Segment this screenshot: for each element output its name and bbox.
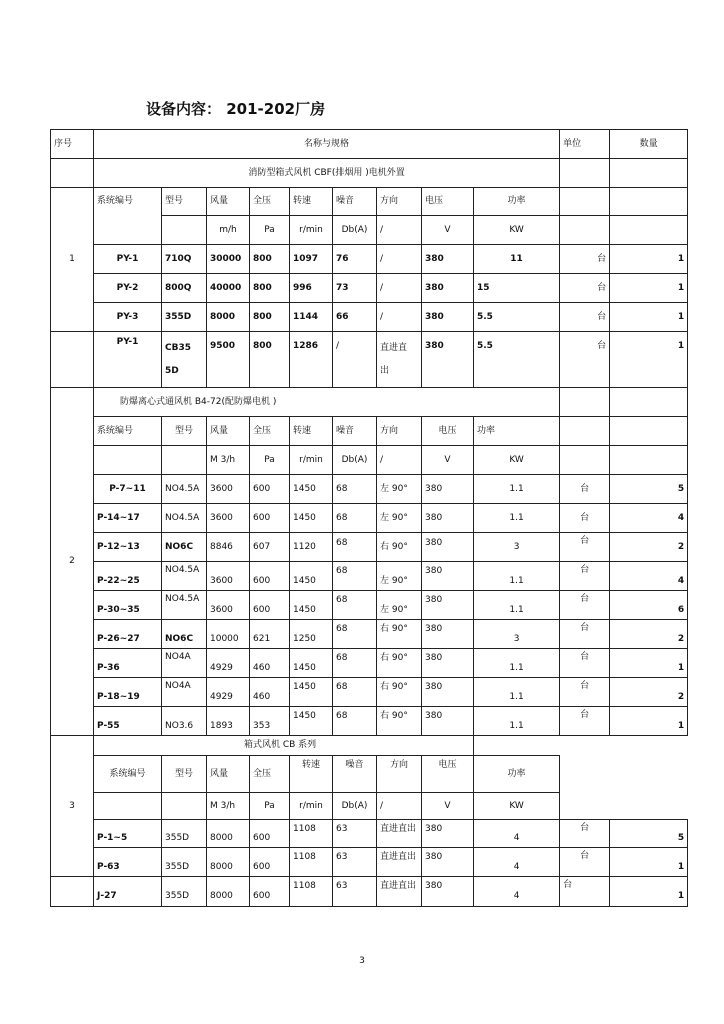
row-speed: 1286 — [290, 332, 333, 388]
row-air: 3600 — [207, 562, 250, 591]
row-direction: 右 90° — [377, 533, 422, 562]
row-code: PY-3 — [94, 303, 162, 332]
col-label: 系统编号 — [97, 196, 134, 207]
section-2-column-row — [51, 417, 688, 446]
table-row — [51, 274, 688, 303]
row-model: NO4.5A — [162, 562, 207, 591]
table-row — [51, 504, 688, 533]
section-2-title: 防爆离心式通风机 B4-72(配防爆电机 ) — [94, 388, 560, 417]
row-power: 3 — [474, 533, 560, 562]
table-row — [51, 591, 688, 620]
row-pressure: 600 — [250, 820, 290, 848]
col-label: 电压 — [422, 188, 474, 216]
row-power: 4 — [474, 820, 560, 848]
row-code: P-63 — [94, 848, 162, 877]
row-air: 8846 — [207, 533, 250, 562]
row-voltage: 380 — [422, 475, 474, 504]
unit-label: KW — [474, 793, 560, 820]
section-3-units-row — [51, 793, 688, 820]
table-row — [51, 848, 688, 877]
row-code: PY-2 — [94, 274, 162, 303]
row-model: NO4.5A — [162, 475, 207, 504]
row-unit: 台 — [560, 877, 610, 907]
row-power: 1.1 — [474, 562, 560, 591]
row-qty: 1 — [610, 877, 688, 907]
table-row — [51, 678, 688, 707]
row-unit: 台 — [560, 620, 610, 649]
unit-label: / — [377, 216, 422, 245]
row-noise: 73 — [333, 274, 377, 303]
row-power: 5.5 — [474, 303, 560, 332]
row-direction: 左 90° — [377, 504, 422, 533]
col-label: 电压 — [422, 417, 474, 446]
table-row — [51, 332, 688, 388]
row-voltage: 380 — [422, 620, 474, 649]
row-voltage: 380 — [422, 678, 474, 707]
col-label: 方向 — [377, 188, 422, 216]
unit-label: Db(A) — [333, 793, 377, 820]
row-noise: 66 — [333, 303, 377, 332]
row-direction: 右 90° — [377, 620, 422, 649]
section-1-column-row — [51, 188, 688, 216]
row-direction: 直进直 出 — [377, 332, 422, 388]
row-power: 4 — [474, 848, 560, 877]
row-model: 355D — [162, 820, 207, 848]
unit-label: / — [377, 446, 422, 475]
row-pressure: 600 — [250, 848, 290, 877]
row-speed: 1450 — [290, 591, 333, 620]
col-label: 型号 — [162, 417, 207, 446]
row-model: 355D — [162, 303, 207, 332]
section-1-title: 消防型箱式风机 CBF(排烟用 )电机外置 — [94, 159, 560, 188]
table-row — [51, 707, 688, 736]
row-model: NO3.6 — [162, 707, 207, 736]
table-row — [51, 649, 688, 678]
row-code: P-1~5 — [94, 820, 162, 848]
row-pressure: 800 — [250, 245, 290, 274]
section-3-title-row — [51, 736, 688, 756]
row-pressure: 800 — [250, 274, 290, 303]
row-model: NO6C — [162, 533, 207, 562]
row-power: 15 — [474, 274, 560, 303]
row-voltage: 380 — [422, 303, 474, 332]
header-name: 名称与规格 — [94, 130, 560, 159]
row-code: P-12~13 — [94, 533, 162, 562]
col-label: 型号 — [162, 188, 207, 216]
row-direction: 右 90° — [377, 707, 422, 736]
row-voltage: 380 — [422, 533, 474, 562]
row-unit: 台 — [560, 245, 610, 274]
row-code: P-36 — [94, 649, 162, 678]
unit-label: / — [377, 793, 422, 820]
row-pressure: 600 — [250, 562, 290, 591]
row-power: 3 — [474, 620, 560, 649]
row-qty: 5 — [610, 820, 688, 848]
col-label: 功率 — [474, 188, 560, 216]
row-speed: 1450 — [290, 475, 333, 504]
unit-label: Pa — [250, 216, 290, 245]
section-2-title-row — [51, 388, 688, 417]
row-code: P-18~19 — [94, 678, 162, 707]
row-pressure: 621 — [250, 620, 290, 649]
row-unit: 台 — [560, 591, 610, 620]
row-qty: 4 — [610, 562, 688, 591]
section-3-number: 3 — [51, 736, 94, 877]
section-1-title-row — [51, 159, 688, 188]
row-noise: 68 — [333, 533, 377, 562]
row-model: NO6C — [162, 620, 207, 649]
row-noise: 68 — [333, 504, 377, 533]
row-air: 8000 — [207, 877, 250, 907]
col-label: 方向 — [377, 417, 422, 446]
row-power: 1.1 — [474, 649, 560, 678]
row-noise: 63 — [333, 820, 377, 848]
row-voltage: 380 — [422, 245, 474, 274]
row-air: 3600 — [207, 475, 250, 504]
unit-label: M 3/h — [207, 446, 250, 475]
unit-label: Pa — [250, 793, 290, 820]
row-model: NO4A — [162, 649, 207, 678]
col-label: 全压 — [250, 756, 290, 793]
row-unit: 台 — [560, 562, 610, 591]
row-direction: 直进直出 — [377, 820, 422, 848]
col-label: 转速 — [290, 417, 333, 446]
row-power: 1.1 — [474, 504, 560, 533]
row-qty: 2 — [610, 678, 688, 707]
row-noise: 68 — [333, 562, 377, 591]
row-code: P-55 — [94, 707, 162, 736]
row-speed: 1450 — [290, 562, 333, 591]
col-label: 风量 — [207, 188, 250, 216]
row-qty: 1 — [610, 274, 688, 303]
row-voltage: 380 — [422, 332, 474, 388]
row-voltage: 380 — [422, 707, 474, 736]
row-qty: 2 — [610, 620, 688, 649]
col-label: 噪音 — [333, 188, 377, 216]
row-speed: 1450 — [290, 649, 333, 678]
row-power: 4 — [474, 877, 560, 907]
row-direction: / — [377, 274, 422, 303]
row-air: 10000 — [207, 620, 250, 649]
row-unit: 台 — [560, 678, 610, 707]
row-voltage: 380 — [422, 848, 474, 877]
row-qty: 1 — [610, 332, 688, 388]
row-pressure: 800 — [250, 303, 290, 332]
section-3-column-row — [51, 756, 688, 793]
unit-label: Db(A) — [333, 446, 377, 475]
row-direction: 右 90° — [377, 678, 422, 707]
row-noise: 68 — [333, 620, 377, 649]
row-code: P-26~27 — [94, 620, 162, 649]
row-pressure: 600 — [250, 591, 290, 620]
unit-label: KW — [474, 216, 560, 245]
row-code: P-30~35 — [94, 591, 162, 620]
row-noise: 76 — [333, 245, 377, 274]
unit-label: M 3/h — [207, 793, 250, 820]
row-noise: 68 — [333, 649, 377, 678]
unit-label: r/min — [290, 216, 333, 245]
row-speed: 1108 — [290, 877, 333, 907]
row-power: 1.1 — [474, 475, 560, 504]
row-voltage: 380 — [422, 504, 474, 533]
row-qty: 1 — [610, 707, 688, 736]
row-direction: 左 90° — [377, 562, 422, 591]
row-noise: 63 — [333, 877, 377, 907]
row-air: 1893 — [207, 707, 250, 736]
row-unit: 台 — [560, 848, 610, 877]
row-speed: 1250 — [290, 620, 333, 649]
table-header-row — [51, 130, 688, 159]
row-noise: 68 — [333, 707, 377, 736]
page-number: 3 — [359, 956, 365, 966]
row-air: 8000 — [207, 820, 250, 848]
row-unit: 台 — [560, 649, 610, 678]
row-pressure: 460 — [250, 649, 290, 678]
row-speed: 1450 — [290, 707, 333, 736]
row-model: CB35 5D — [162, 332, 207, 388]
row-air: 3600 — [207, 591, 250, 620]
col-label: 系统编号 — [94, 756, 162, 793]
row-speed: 1108 — [290, 848, 333, 877]
row-power: 1.1 — [474, 591, 560, 620]
unit-label: KW — [474, 446, 560, 475]
row-air: 30000 — [207, 245, 250, 274]
table-row — [51, 475, 688, 504]
section-3-title: 箱式风机 CB 系列 — [94, 736, 474, 756]
row-code: P-22~25 — [94, 562, 162, 591]
row-qty: 5 — [610, 475, 688, 504]
col-label: 全压 — [250, 188, 290, 216]
row-model: NO4.5A — [162, 504, 207, 533]
col-label: 转速 — [290, 756, 333, 793]
table-row — [51, 562, 688, 591]
row-air: 9500 — [207, 332, 250, 388]
row-unit: 台 — [560, 820, 610, 848]
row-unit: 台 — [560, 707, 610, 736]
table-row — [51, 877, 688, 907]
row-air: 8000 — [207, 303, 250, 332]
row-qty: 1 — [610, 649, 688, 678]
row-code: P-14~17 — [94, 504, 162, 533]
equipment-table — [50, 129, 688, 907]
row-model: NO4A — [162, 678, 207, 707]
col-label: 电压 — [422, 756, 474, 793]
row-speed: 1108 — [290, 820, 333, 848]
row-air: 8000 — [207, 848, 250, 877]
col-label: 风量 — [207, 756, 250, 793]
row-model: 710Q — [162, 245, 207, 274]
col-label: 方向 — [377, 756, 422, 793]
row-pressure: 600 — [250, 877, 290, 907]
row-model: 800Q — [162, 274, 207, 303]
section-1-number: 1 — [51, 188, 94, 332]
row-pressure: 800 — [250, 332, 290, 388]
row-speed: 1144 — [290, 303, 333, 332]
row-qty: 1 — [610, 848, 688, 877]
col-label: 型号 — [162, 756, 207, 793]
table-row — [51, 820, 688, 848]
col-label: 噪音 — [333, 417, 377, 446]
section-1-units-row — [51, 216, 688, 245]
row-qty: 1 — [610, 303, 688, 332]
row-voltage: 380 — [422, 877, 474, 907]
row-speed: 1097 — [290, 245, 333, 274]
row-speed: 1450 — [290, 678, 333, 707]
unit-label: r/min — [290, 446, 333, 475]
row-pressure: 600 — [250, 475, 290, 504]
row-voltage: 380 — [422, 274, 474, 303]
table-row — [51, 533, 688, 562]
row-noise: / — [333, 332, 377, 388]
row-noise: 63 — [333, 848, 377, 877]
unit-label: m/h — [207, 216, 250, 245]
row-pressure: 460 — [250, 678, 290, 707]
unit-label: V — [422, 793, 474, 820]
row-unit: 台 — [560, 504, 610, 533]
row-air: 40000 — [207, 274, 250, 303]
page-title: 设备内容： 201-202厂房 — [146, 100, 326, 118]
row-code: PY-1 — [94, 332, 162, 388]
row-model: NO4.5A — [162, 591, 207, 620]
row-pressure: 607 — [250, 533, 290, 562]
row-qty: 1 — [610, 245, 688, 274]
row-unit: 台 — [560, 274, 610, 303]
col-label: 系统编号 — [94, 417, 162, 446]
header-no: 序号 — [51, 130, 94, 159]
row-voltage: 380 — [422, 649, 474, 678]
section-2-units-row — [51, 446, 688, 475]
row-voltage: 380 — [422, 591, 474, 620]
row-voltage: 380 — [422, 820, 474, 848]
row-power: 1.1 — [474, 707, 560, 736]
col-label: 风量 — [207, 417, 250, 446]
col-label: 全压 — [250, 417, 290, 446]
row-qty: 4 — [610, 504, 688, 533]
row-direction: 直进直出 — [377, 877, 422, 907]
row-model: 355D — [162, 848, 207, 877]
row-model: 355D — [162, 877, 207, 907]
row-air: 3600 — [207, 504, 250, 533]
row-direction: 左 90° — [377, 591, 422, 620]
section-2-number: 2 — [51, 388, 94, 736]
row-unit: 台 — [560, 332, 610, 388]
table-row — [51, 303, 688, 332]
unit-label: V — [422, 216, 474, 245]
unit-label: Db(A) — [333, 216, 377, 245]
row-pressure: 600 — [250, 504, 290, 533]
row-noise: 68 — [333, 475, 377, 504]
col-label: 功率 — [474, 756, 560, 793]
row-unit: 台 — [560, 475, 610, 504]
row-unit: 台 — [560, 303, 610, 332]
unit-label: Pa — [250, 446, 290, 475]
row-code: P-7~11 — [94, 475, 162, 504]
row-qty: 2 — [610, 533, 688, 562]
table-row — [51, 245, 688, 274]
row-direction: 左 90° — [377, 475, 422, 504]
header-unit: 单位 — [560, 130, 610, 159]
row-code: J-27 — [94, 877, 162, 907]
row-air: 4929 — [207, 649, 250, 678]
row-air: 4929 — [207, 678, 250, 707]
row-power: 5.5 — [474, 332, 560, 388]
row-code: PY-1 — [94, 245, 162, 274]
col-label: 转速 — [290, 188, 333, 216]
unit-label: V — [422, 446, 474, 475]
col-label: 噪音 — [333, 756, 377, 793]
row-noise: 68 — [333, 678, 377, 707]
row-direction: / — [377, 303, 422, 332]
row-unit: 台 — [560, 533, 610, 562]
table-row — [51, 620, 688, 649]
row-speed: 1450 — [290, 504, 333, 533]
row-power: 11 — [474, 245, 560, 274]
header-qty: 数量 — [610, 130, 688, 159]
row-qty: 6 — [610, 591, 688, 620]
row-voltage: 380 — [422, 562, 474, 591]
row-power: 1.1 — [474, 678, 560, 707]
col-label: 功率 — [474, 417, 560, 446]
row-direction: 直进直出 — [377, 848, 422, 877]
row-noise: 68 — [333, 591, 377, 620]
row-direction: 右 90° — [377, 649, 422, 678]
row-speed: 996 — [290, 274, 333, 303]
row-pressure: 353 — [250, 707, 290, 736]
unit-label: r/min — [290, 793, 333, 820]
row-direction: / — [377, 245, 422, 274]
row-speed: 1120 — [290, 533, 333, 562]
